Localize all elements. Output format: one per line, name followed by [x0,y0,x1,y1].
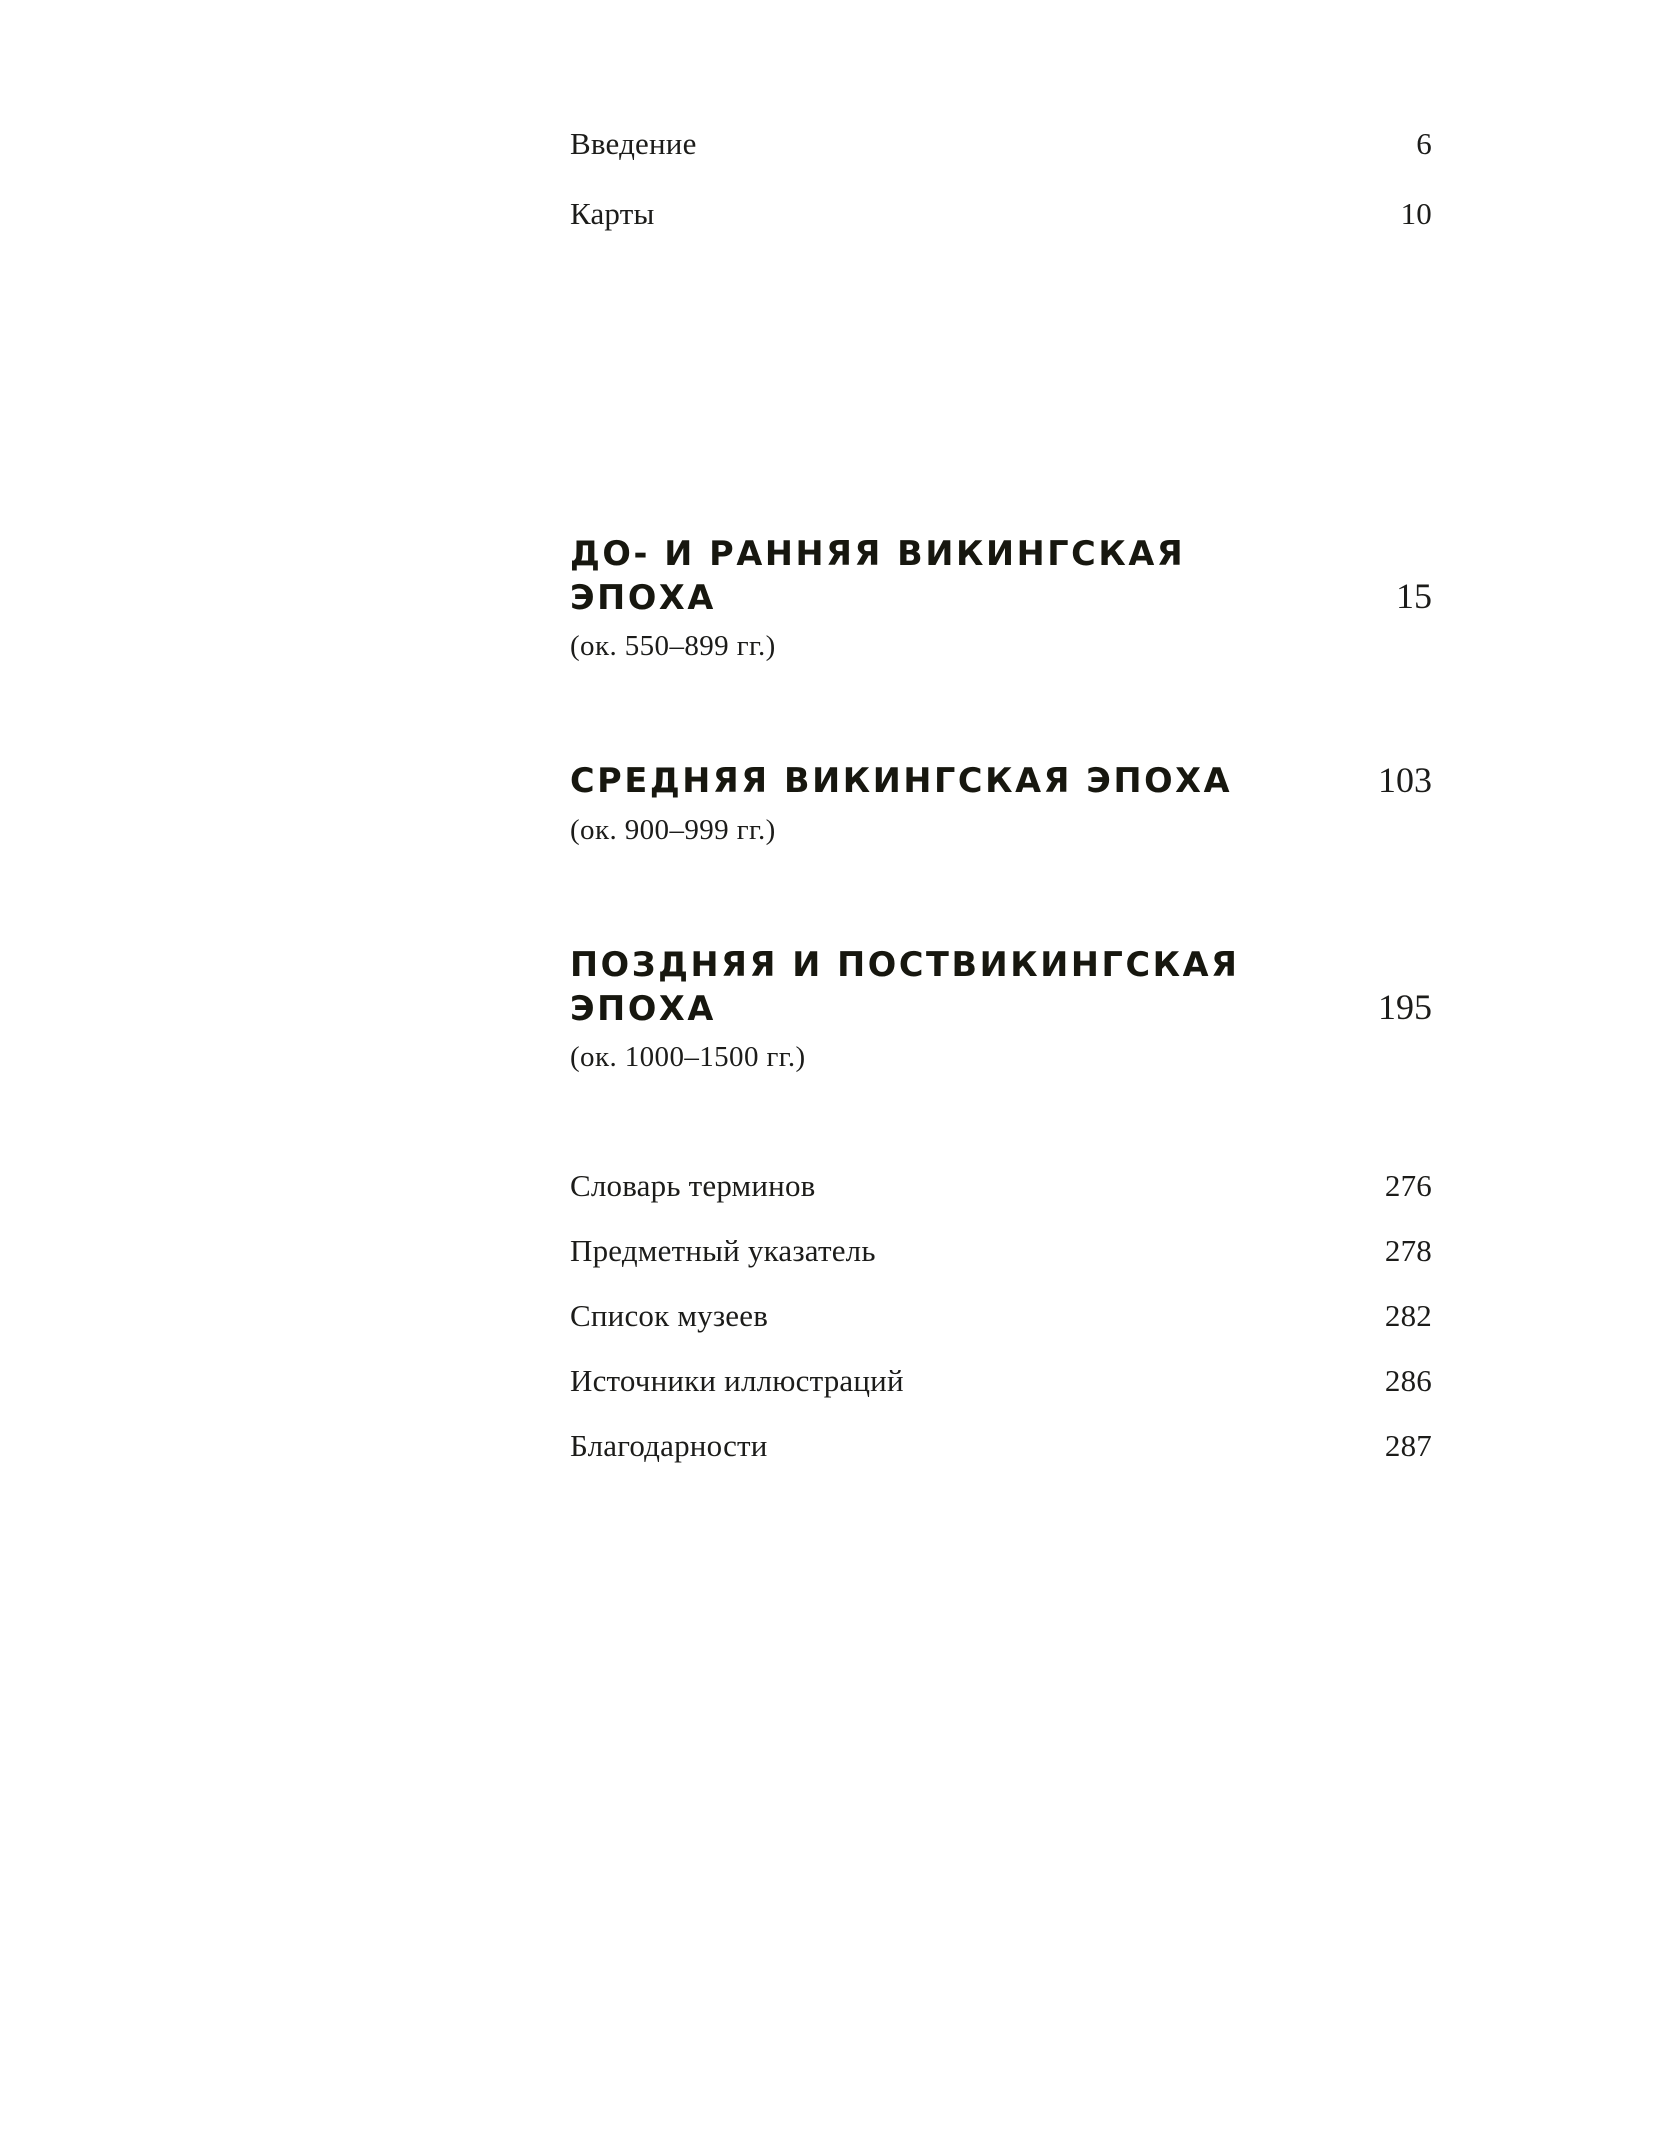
part-head [570,532,1432,620]
toc-entry-acknowledgements[interactable] [570,1430,1432,1461]
toc-entry-label: Источники иллюстраций [570,1363,904,1398]
toc-entry-page: 278 [1384,1233,1432,1268]
toc-entry-glossary[interactable] [570,1170,1432,1201]
part-head [570,759,1432,803]
part-subtitle: (ок. 550–899 гг.) [570,630,776,663]
toc-part-middle-viking-age[interactable] [570,759,1432,846]
toc-entry-label: Словарь терминов [570,1168,816,1203]
toc-entry-label: Благодарности [570,1428,768,1463]
toc-entry-page: 286 [1384,1363,1432,1398]
toc-entry-index[interactable] [570,1235,1432,1266]
toc-entry-label: Список музеев [570,1298,769,1333]
part-head [570,943,1432,1031]
toc-entry-museum-list[interactable] [570,1300,1432,1331]
toc-entry-label: Карты [570,196,655,231]
part-page: 195 [1378,987,1432,1028]
toc-part-late-viking-age[interactable] [570,943,1432,1074]
toc-entry-illustration-sources[interactable] [570,1365,1432,1396]
part-subtitle: (ок. 900–999 гг.) [570,813,776,846]
part-title: ПОЗДНЯЯ И ПОСТВИКИНГСКАЯ ЭПОХА [570,944,1240,1028]
parts-list [570,532,1432,1074]
part-page: 15 [1396,576,1432,617]
front-matter-list [570,128,1432,268]
toc-part-early-viking-age[interactable] [570,532,1432,663]
toc-entry-maps[interactable] [570,198,1432,229]
part-title: СРЕДНЯЯ ВИКИНГСКАЯ ЭПОХА [570,761,1233,801]
back-matter-list [570,1170,1432,1495]
toc-entry-page: 282 [1384,1298,1432,1333]
part-subtitle: (ок. 1000–1500 гг.) [570,1041,806,1074]
toc-entry-introduction[interactable] [570,128,1432,159]
part-page: 103 [1378,759,1432,800]
part-title: ДО- И РАННЯЯ ВИКИНГСКАЯ ЭПОХА [570,534,1186,618]
toc-entry-page: 287 [1384,1428,1432,1463]
toc-entry-page: 10 [1400,196,1432,231]
toc-entry-label: Введение [570,126,697,161]
toc-entry-page: 276 [1384,1168,1432,1203]
toc-entry-page: 6 [1416,126,1432,161]
toc-entry-label: Предметный указатель [570,1233,876,1268]
